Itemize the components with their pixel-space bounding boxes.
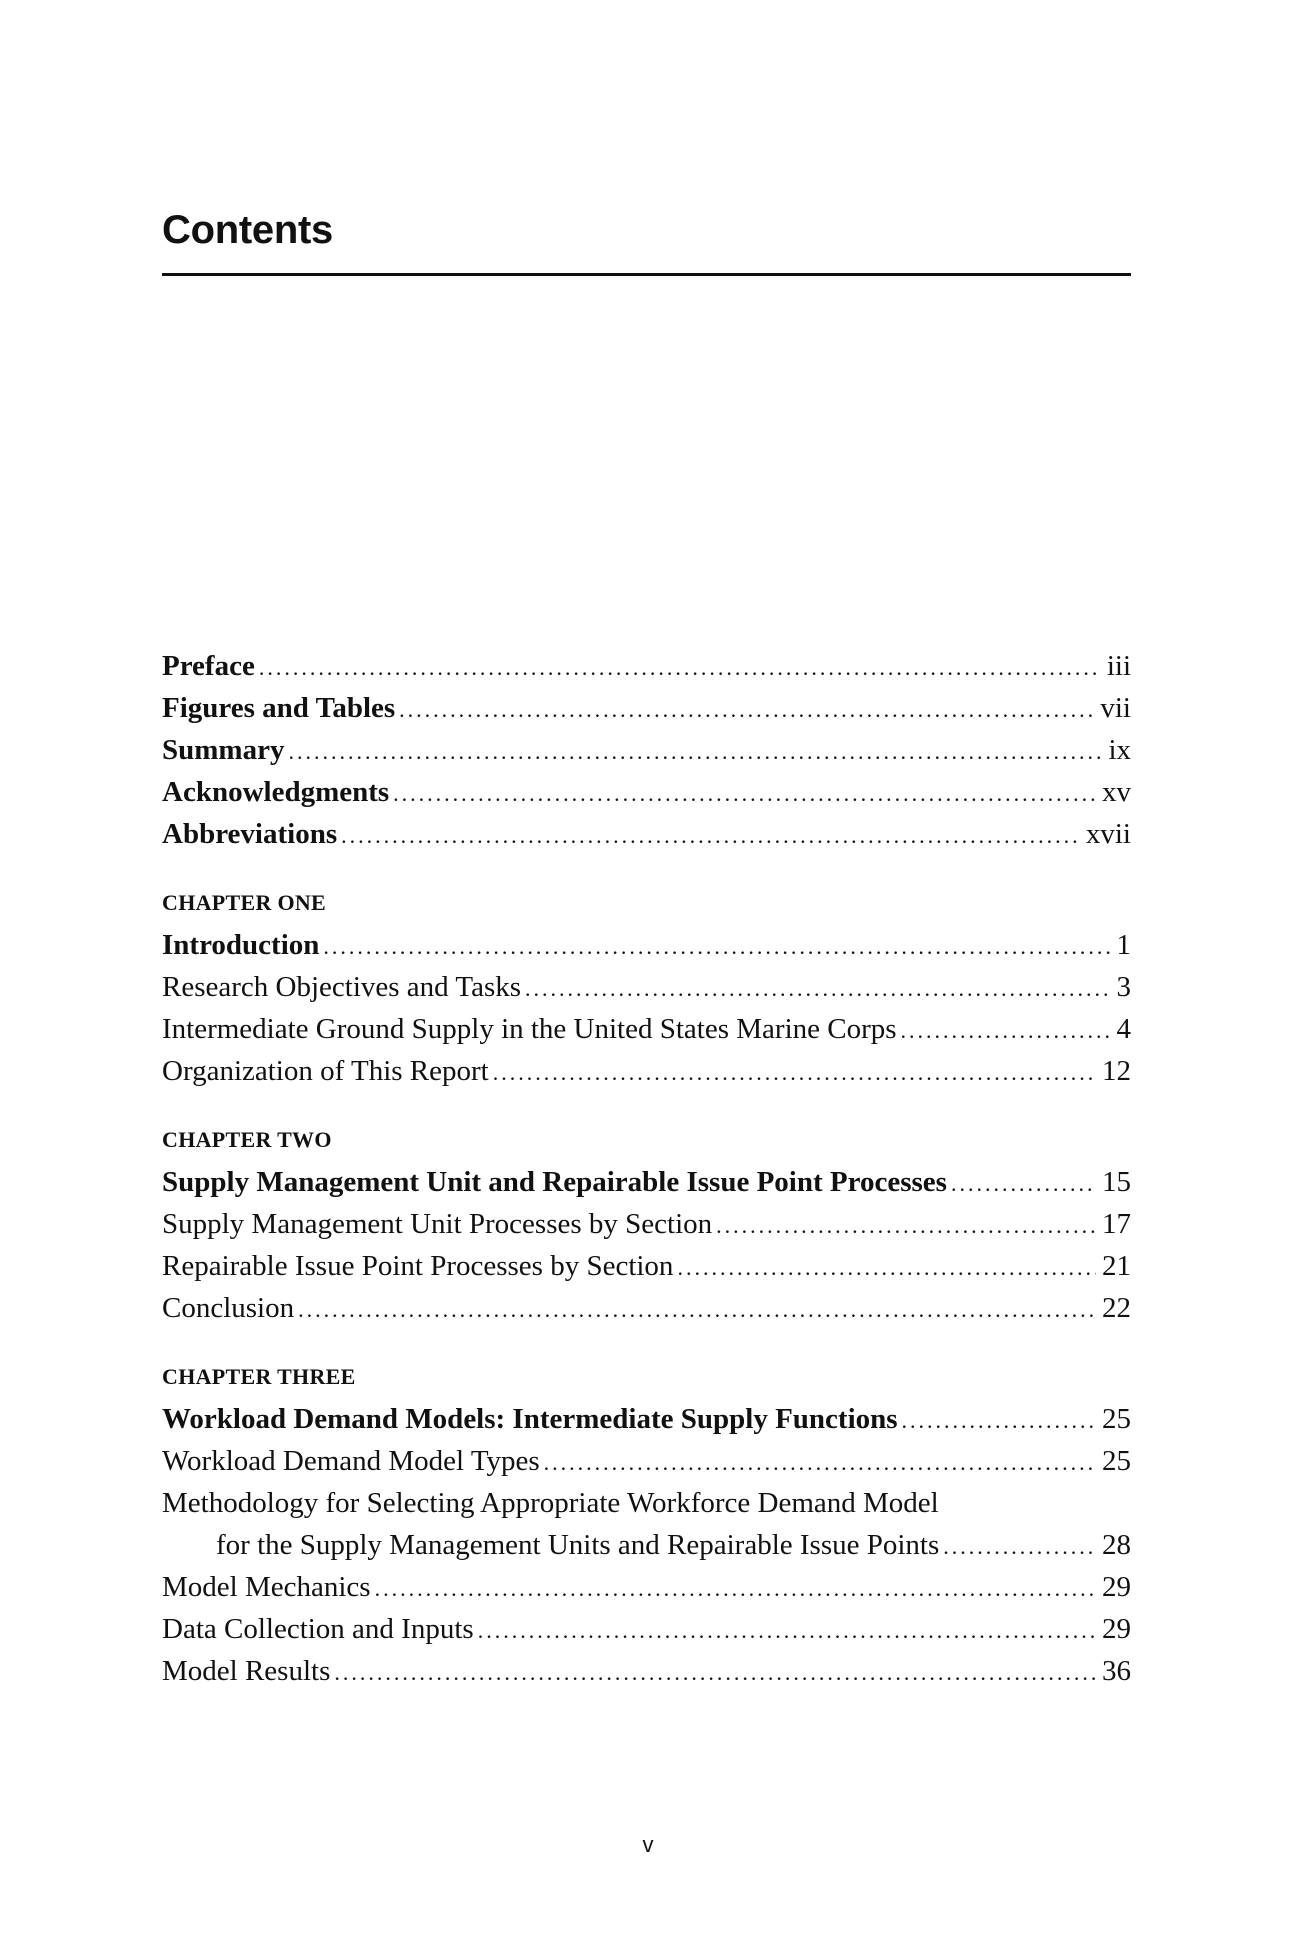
dot-leader: [259, 647, 1101, 689]
toc-entry-chapter-title[interactable]: [162, 924, 1131, 966]
toc-entry-section[interactable]: [162, 1482, 1131, 1566]
toc-entry-continuation: [162, 1524, 1131, 1566]
toc-entry-section[interactable]: [162, 1650, 1131, 1692]
toc-entry-title: Figures and Tables: [162, 692, 396, 724]
toc-entry-title: Acknowledgments: [162, 776, 390, 808]
toc-entry-section[interactable]: [162, 1050, 1131, 1092]
dot-leader: [951, 1163, 1096, 1205]
toc-entry-title: Preface: [162, 650, 255, 682]
toc-entry-section[interactable]: [162, 1203, 1131, 1245]
toc-entry-page: 21: [1102, 1250, 1131, 1282]
toc-entry-title-continued: for the Supply Management Units and Repairable Issue Points: [216, 1529, 940, 1561]
toc-entry-abbreviations[interactable]: [162, 813, 1131, 855]
toc-entry-section[interactable]: [162, 966, 1131, 1008]
chapter-label: CHAPTER TWO: [162, 1127, 332, 1152]
toc-entry-page: 17: [1102, 1208, 1131, 1240]
toc-entry-chapter-title[interactable]: [162, 1161, 1131, 1203]
toc-entry-title: Repairable Issue Point Processes by Section: [162, 1250, 674, 1282]
dot-leader: [544, 1442, 1096, 1484]
toc-entry-page: vii: [1100, 692, 1131, 724]
toc-entry-page: 22: [1102, 1292, 1131, 1324]
chapter-label: CHAPTER THREE: [162, 1364, 356, 1389]
toc-entry-page: 25: [1102, 1403, 1131, 1435]
dot-leader: [288, 731, 1102, 773]
dot-leader: [334, 1652, 1096, 1694]
toc-entry-title: Workload Demand Models: Intermediate Supply Functions: [162, 1403, 898, 1435]
toc-entry-page: ix: [1108, 734, 1131, 766]
table-of-contents: [162, 645, 1131, 1692]
dot-leader: [716, 1205, 1096, 1247]
dot-leader: [323, 926, 1110, 968]
toc-entry-title: Supply Management Unit and Repairable Issue Point Processes: [162, 1166, 947, 1198]
toc-entry-title: Data Collection and Inputs: [162, 1613, 474, 1645]
toc-entry-acknowledgments[interactable]: [162, 771, 1131, 813]
toc-entry-title: Supply Management Unit Processes by Section: [162, 1208, 713, 1240]
dot-leader: [298, 1289, 1096, 1331]
toc-entry-page: xv: [1102, 776, 1131, 808]
toc-entry-page: 15: [1102, 1166, 1131, 1198]
toc-entry-page: 29: [1102, 1571, 1131, 1603]
dot-leader: [677, 1247, 1096, 1289]
dot-leader: [478, 1610, 1096, 1652]
toc-entry-title: Methodology for Selecting Appropriate Workforce Demand Model: [162, 1487, 939, 1519]
toc-entry-title: Research Objectives and Tasks: [162, 971, 522, 1003]
dot-leader: [393, 773, 1096, 815]
toc-entry-preface[interactable]: [162, 645, 1131, 687]
toc-entry-title: Model Mechanics: [162, 1571, 371, 1603]
heading-rule: [162, 273, 1131, 276]
toc-entry-title: Intermediate Ground Supply in the United States Marine Corps: [162, 1013, 897, 1045]
toc-entry-figures-and-tables[interactable]: [162, 687, 1131, 729]
toc-entry-title: Conclusion: [162, 1292, 295, 1324]
toc-entry-title: Summary: [162, 734, 285, 766]
toc-entry-title: Model Results: [162, 1655, 331, 1687]
chapter-label: CHAPTER ONE: [162, 890, 327, 915]
dot-leader: [399, 689, 1094, 731]
page-title: Contents: [162, 208, 333, 252]
dot-leader: [525, 968, 1110, 1010]
toc-entry-page: iii: [1106, 650, 1131, 682]
toc-entry-title: Introduction: [162, 929, 320, 961]
toc-entry-page: 4: [1116, 1013, 1131, 1045]
toc-entry-page: 29: [1102, 1613, 1131, 1645]
toc-entry-page: 28: [1102, 1529, 1131, 1561]
dot-leader: [493, 1052, 1096, 1094]
dot-leader: [943, 1526, 1096, 1568]
toc-entry-title: Organization of This Report: [162, 1055, 489, 1087]
toc-entry-section[interactable]: [162, 1608, 1131, 1650]
toc-entry-title: Workload Demand Model Types: [162, 1445, 540, 1477]
toc-entry-chapter-title[interactable]: [162, 1398, 1131, 1440]
toc-entry-page: 1: [1116, 929, 1131, 961]
toc-entry-section[interactable]: [162, 1008, 1131, 1050]
toc-entry-title: Abbreviations: [162, 818, 338, 850]
toc-entry-section[interactable]: [162, 1287, 1131, 1329]
toc-entry-page: 3: [1116, 971, 1131, 1003]
toc-entry-page: xvii: [1085, 818, 1131, 850]
dot-leader: [375, 1568, 1096, 1610]
toc-entry-section[interactable]: [162, 1440, 1131, 1482]
dot-leader: [341, 815, 1080, 857]
toc-entry-section[interactable]: [162, 1245, 1131, 1287]
toc-entry-page: 25: [1102, 1445, 1131, 1477]
toc-entry-page: 12: [1102, 1055, 1131, 1087]
page-number: v: [642, 1832, 654, 1857]
toc-entry-section[interactable]: [162, 1566, 1131, 1608]
toc-entry-page: 36: [1102, 1655, 1131, 1687]
dot-leader: [901, 1010, 1111, 1052]
dot-leader: [902, 1400, 1096, 1442]
toc-entry-summary[interactable]: [162, 729, 1131, 771]
